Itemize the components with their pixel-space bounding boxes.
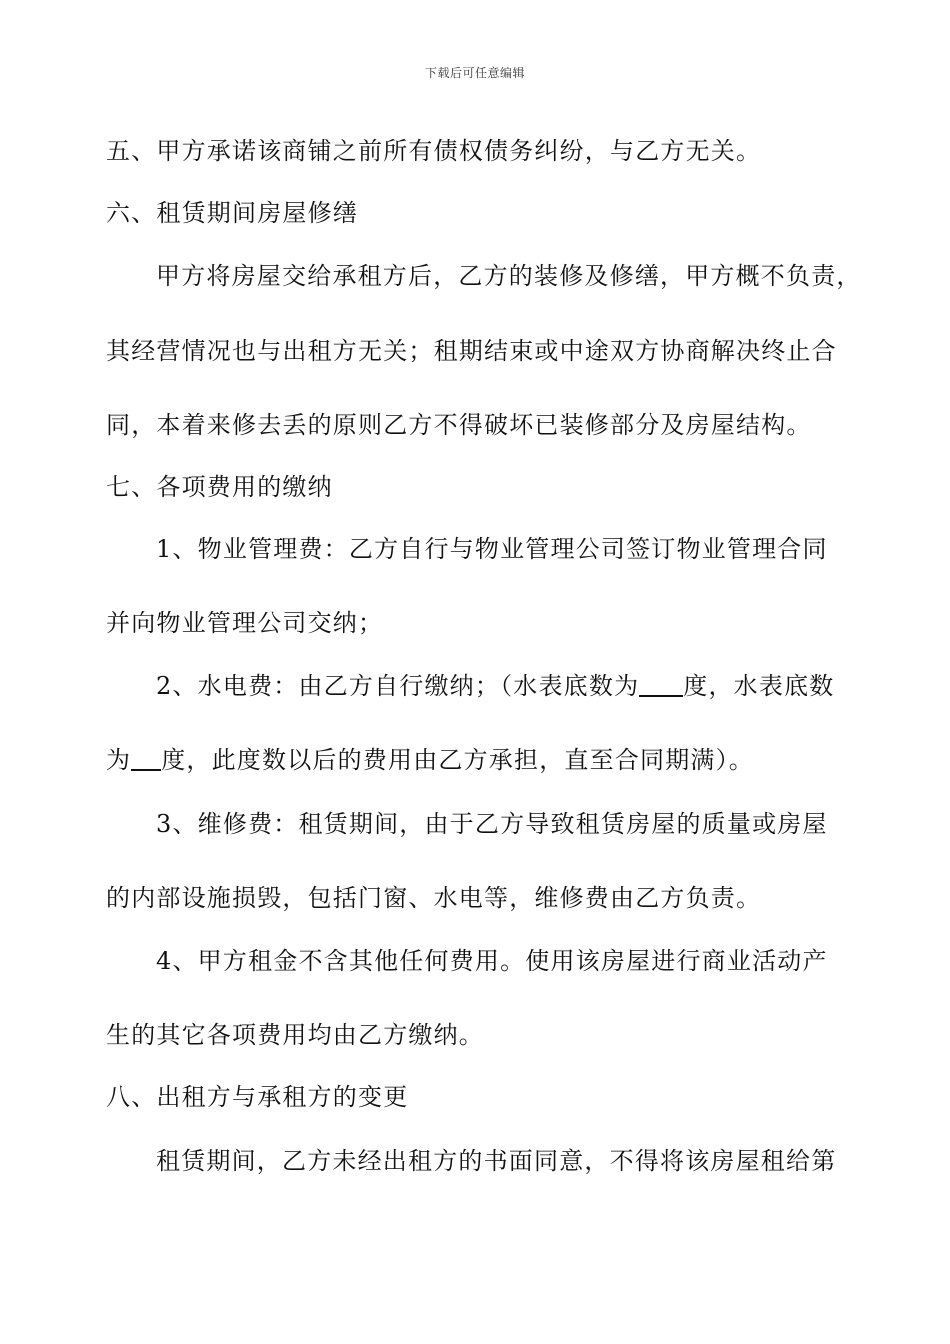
paragraph-line: 3、维修费：租赁期间，由于乙方导致租赁房屋的质量或房屋 [156, 810, 828, 838]
paragraph-line: 同，本着来修去丢的原则乙方不得破坏已装修部分及房屋结构。 [106, 411, 812, 439]
blank-underline [639, 673, 683, 697]
paragraph-line: 的内部设施损毁，包括门窗、水电等，维修费由乙方负责。 [106, 884, 762, 912]
page-header-note: 下载后可任意编辑 [424, 66, 525, 80]
text-segment: 度，水表底数 [683, 672, 835, 700]
paragraph-line [156, 671, 866, 701]
section-heading-6: 六、租赁期间房屋修缮 [106, 199, 358, 227]
paragraph-line [106, 745, 866, 775]
text-segment: 为 [106, 746, 132, 774]
paragraph-line: 4、甲方租金不含其他任何费用。使用该房屋进行商业活动产 [156, 947, 828, 975]
blank-underline [131, 747, 161, 771]
paragraph-line: 1、物业管理费：乙方自行与物业管理公司签订物业管理合同 [156, 535, 828, 563]
paragraph-line: 并向物业管理公司交纳； [106, 609, 384, 637]
text-segment: 度，此度数以后的费用由乙方承担，直至合同期满）。 [161, 746, 755, 774]
paragraph-line: 生的其它各项费用均由乙方缴纳。 [106, 1021, 484, 1049]
paragraph-line: 租赁期间，乙方未经出租方的书面同意，不得将该房屋租给第 [156, 1147, 837, 1175]
clause-5-text: 五、甲方承诺该商铺之前所有债权债务纠纷，与乙方无关。 [106, 137, 762, 165]
section-heading-8: 八、出租方与承租方的变更 [106, 1083, 409, 1111]
paragraph-line: 其经营情况也与出租方无关；租期结束或中途双方协商解决终止合 [106, 337, 837, 365]
text-segment: 2、水电费：由乙方自行缴纳；（水表底数为 [156, 672, 640, 700]
paragraph-line: 甲方将房屋交给承租方后，乙方的装修及修缮，甲方概不负责， [156, 262, 862, 290]
section-heading-7: 七、各项费用的缴纳 [106, 473, 333, 501]
